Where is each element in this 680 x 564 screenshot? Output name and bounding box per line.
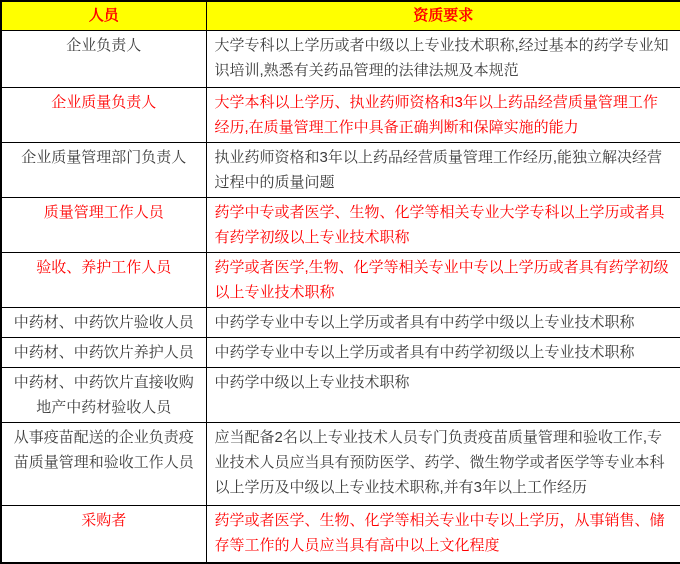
personnel-cell: 企业质量管理部门负责人	[1, 142, 206, 197]
table-row	[1, 367, 680, 422]
personnel-cell: 采购者	[1, 505, 206, 563]
header-requirement: 资质要求	[206, 1, 680, 30]
requirement-cell: 中药学专业中专以上学历或者具有中药学中级以上专业技术职称	[206, 307, 680, 337]
table-row	[1, 422, 680, 505]
personnel-cell: 中药材、中药饮片直接收购地产中药材验收人员	[1, 367, 206, 422]
personnel-cell: 质量管理工作人员	[1, 197, 206, 252]
table-row	[1, 197, 680, 252]
table-body	[1, 30, 680, 563]
table-row	[1, 307, 680, 337]
requirement-cell: 大学本科以上学历、执业药师资格和3年以上药品经营质量管理工作经历,在质量管理工作中具备正确判断和保障实施的能力	[206, 87, 680, 142]
personnel-cell: 验收、养护工作人员	[1, 252, 206, 307]
personnel-cell: 企业负责人	[1, 30, 206, 87]
requirement-cell: 中药学专业中专以上学历或者具有中药学初级以上专业技术职称	[206, 337, 680, 367]
table-row	[1, 337, 680, 367]
requirement-cell: 执业药师资格和3年以上药品经营质量管理工作经历,能独立解决经营过程中的质量问题	[206, 142, 680, 197]
table-row	[1, 252, 680, 307]
requirement-cell: 药学或者医学、生物、化学等相关专业中专以上学历，从事销售、储存等工作的人员应当具有高中以上文化程度	[206, 505, 680, 563]
table-header-row	[1, 1, 680, 30]
requirement-cell: 应当配备2名以上专业技术人员专门负责疫苗质量管理和验收工作,专业技术人员应当具有预防医学、药学、微生物学或者医学等专业本科以上学历及中级以上专业技术职称,并有3年以上工作经历	[206, 422, 680, 505]
requirement-cell: 药学或者医学,生物、化学等相关专业中专以上学历或者具有药学初级以上专业技术职称	[206, 252, 680, 307]
table-row	[1, 30, 680, 87]
requirement-cell: 大学专科以上学历或者中级以上专业技术职称,经过基本的药学专业知识培训,熟悉有关药品管理的法律法规及本规范	[206, 30, 680, 87]
header-personnel: 人员	[1, 1, 206, 30]
table-row	[1, 142, 680, 197]
table-row	[1, 87, 680, 142]
requirement-cell: 中药学中级以上专业技术职称	[206, 367, 680, 422]
personnel-cell: 中药材、中药饮片养护人员	[1, 337, 206, 367]
personnel-cell: 从事疫苗配送的企业负责疫苗质量管理和验收工作人员	[1, 422, 206, 505]
personnel-cell: 企业质量负责人	[1, 87, 206, 142]
requirement-cell: 药学中专或者医学、生物、化学等相关专业大学专科以上学历或者具有药学初级以上专业技术职称	[206, 197, 680, 252]
table-row	[1, 505, 680, 563]
personnel-cell: 中药材、中药饮片验收人员	[1, 307, 206, 337]
